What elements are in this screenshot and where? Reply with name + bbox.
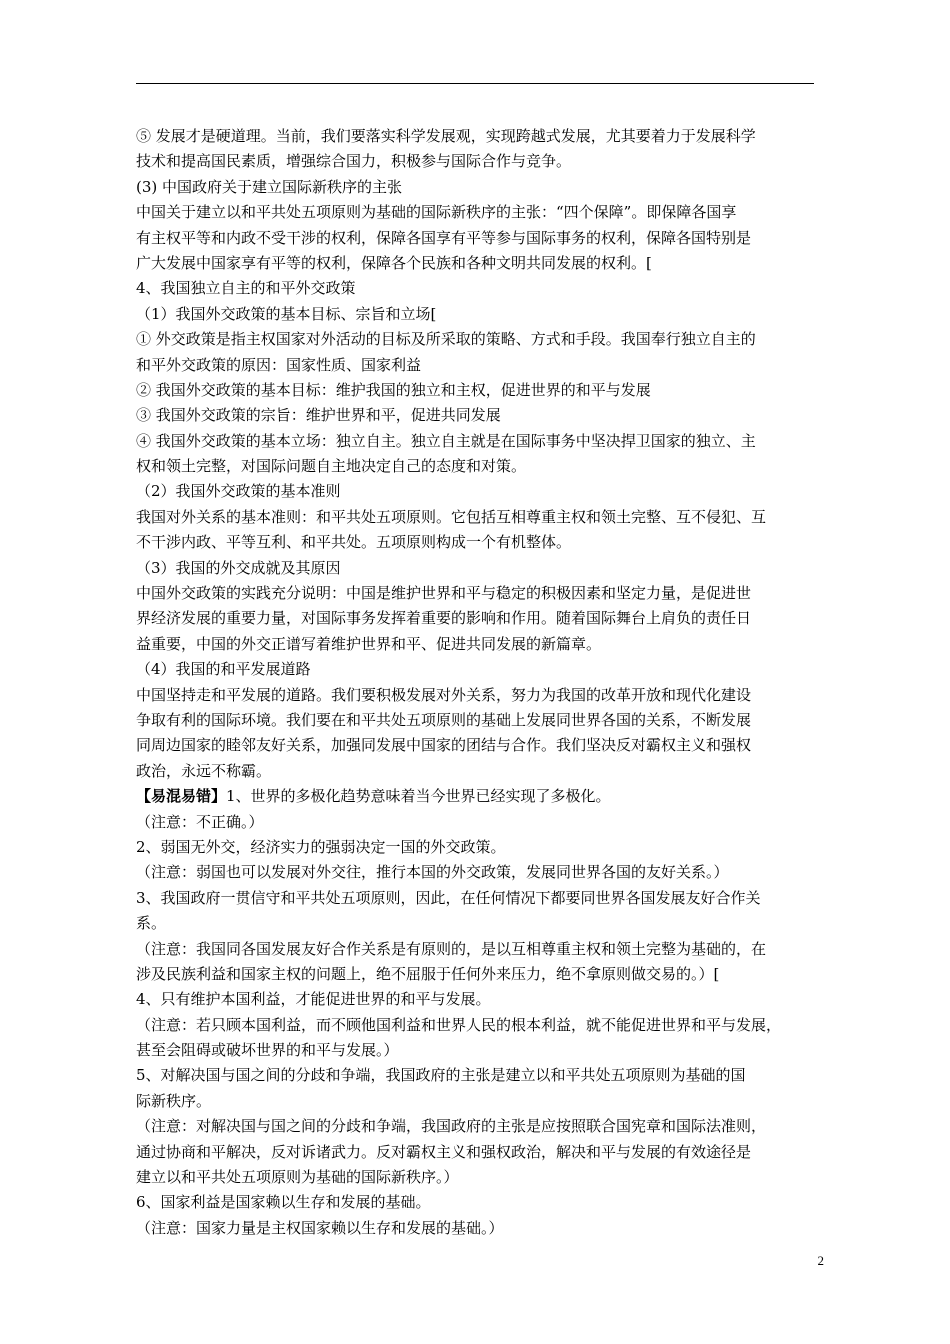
subsection-heading: （4）我国的和平发展道路: [136, 660, 311, 679]
mistake-note: 甚至会阻碍或破坏世界的和平与发展。）: [136, 1041, 399, 1060]
body-line: 同周边国家的睦邻友好关系，加强同发展中国家的团结与合作。我们坚决反对霸权主义和强权: [136, 736, 752, 755]
mistakes-heading: 【易混易错】: [136, 787, 227, 806]
mistake-note: 通过协商和平解决，反对诉诸武力。反对霸权主义和强权政治，解决和平与发展的有效途径是: [136, 1142, 752, 1161]
mistake-note: （注意：我国同各国发展友好合作关系是有原则的，是以互相尊重主权和领土完整为基础的，在: [136, 939, 767, 958]
body-line: 政治，永远不称霸。: [136, 761, 272, 780]
body-line: 我国对外关系的基本准则：和平共处五项原则。它包括互相尊重主权和领土完整、互不侵犯、互: [136, 507, 767, 526]
mistake-note: （注意：对解决国与国之间的分歧和争端，我国政府的主张是应按照联合国宪章和国际法准则，: [136, 1117, 767, 1136]
page-number: 2: [817, 1253, 824, 1268]
body-line: 技术和提高国民素质，增强综合国力，积极参与国际合作与竞争。: [136, 152, 572, 171]
body-line: 和平外交政策的原因：国家性质、国家利益: [136, 355, 422, 374]
subsection-heading: （1）我国外交政策的基本目标、宗旨和立场[: [136, 304, 437, 323]
body-line: ⑤ 发展才是硬道理。当前，我们要落实科学发展观，实现跨越式发展，尤其要着力于发展科学: [136, 127, 756, 145]
body-line: 不干涉内政、平等互利、和平共处。五项原则构成一个有机整体。: [136, 533, 572, 552]
body-line: 权和领土完整，对国际问题自主地决定自己的态度和对策。: [136, 457, 527, 476]
mistake-note: 建立以和平共处五项原则为基础的国际新秩序。）: [136, 1168, 459, 1187]
mistake-note: （注意：若只顾本国利益，而不顾他国利益和世界人民的根本利益，就不能促进世界和平与发展，: [136, 1015, 782, 1034]
body-line: ③ 我国外交政策的宗旨：维护世界和平，促进共同发展: [136, 406, 501, 425]
mistake-item: 系。: [136, 914, 167, 933]
mistake-item: 5、对解决国与国之间的分歧和争端，我国政府的主张是建立以和平共处五项原则为基础的国: [136, 1066, 746, 1085]
body-line: ① 外交政策是指主权国家对外活动的目标及所采取的策略、方式和手段。我国奉行独立自主的: [136, 330, 756, 349]
mistake-note: （注意：弱国也可以发展对外交往，推行本国的外交政策，发展同世界各国的友好关系。）: [136, 863, 729, 882]
header-rule: [136, 83, 814, 84]
mistake-note: 涉及民族利益和国家主权的问题上，绝不屈服于任何外来压力，绝不拿原则做交易的。）[: [136, 964, 720, 983]
subsection-heading: （2）我国外交政策的基本准则: [136, 482, 341, 501]
mistake-note: （注意：不正确。）: [136, 812, 264, 831]
body-line: 中国坚持走和平发展的道路。我们要积极发展对外关系，努力为我国的改革开放和现代化建设: [136, 685, 752, 704]
mistake-item: 1、世界的多极化趋势意味着当今世界已经实现了多极化。: [226, 787, 611, 806]
document-body: [136, 124, 826, 1241]
body-line: 中国外交政策的实践充分说明：中国是维护世界和平与稳定的积极因素和坚定力量，是促进世: [136, 584, 752, 603]
body-line: 界经济发展的重要力量，对国际事务发挥着重要的影响和作用。随着国际舞台上肩负的责任日: [136, 609, 752, 628]
mistake-item: 6、国家利益是国家赖以生存和发展的基础。: [136, 1193, 431, 1212]
body-line: 益重要，中国的外交正谱写着维护世界和平、促进共同发展的新篇章。: [136, 634, 602, 653]
mistake-item: 际新秩序。: [136, 1091, 212, 1110]
section-heading: 4、我国独立自主的和平外交政策: [136, 279, 356, 298]
mistake-note: （注意：国家力量是主权国家赖以生存和发展的基础。）: [136, 1218, 504, 1237]
mistake-item: 3、我国政府一贯信守和平共处五项原则，因此，在任何情况下都要同世界各国发展友好合作关: [136, 888, 761, 907]
subsection-heading: （3）我国的外交成就及其原因: [136, 558, 341, 577]
mistakes-first-line: [136, 784, 826, 809]
section-heading: (3) 中国政府关于建立国际新秩序的主张: [136, 177, 403, 196]
mistake-item: 4、只有维护本国利益，才能促进世界的和平与发展。: [136, 990, 491, 1009]
mistake-item: 2、弱国无外交，经济实力的强弱决定一国的外交政策。: [136, 837, 506, 856]
body-line: 中国关于建立以和平共处五项原则为基础的国际新秩序的主张：“四个保障”。即保障各国享: [136, 203, 737, 222]
body-line: ② 我国外交政策的基本目标：维护我国的独立和主权，促进世界的和平与发展: [136, 380, 651, 399]
body-line: 争取有利的国际环境。我们要在和平共处五项原则的基础上发展同世界各国的关系，不断发展: [136, 710, 752, 729]
body-line: 广大发展中国家享有平等的权利，保障各个民族和各种文明共同发展的权利。[: [136, 253, 652, 272]
body-line: ④ 我国外交政策的基本立场：独立自主。独立自主就是在国际事务中坚决捍卫国家的独立、主: [136, 431, 756, 450]
body-line: 有主权平等和内政不受干涉的权利，保障各国享有平等参与国际事务的权利，保障各国特别是: [136, 228, 752, 247]
